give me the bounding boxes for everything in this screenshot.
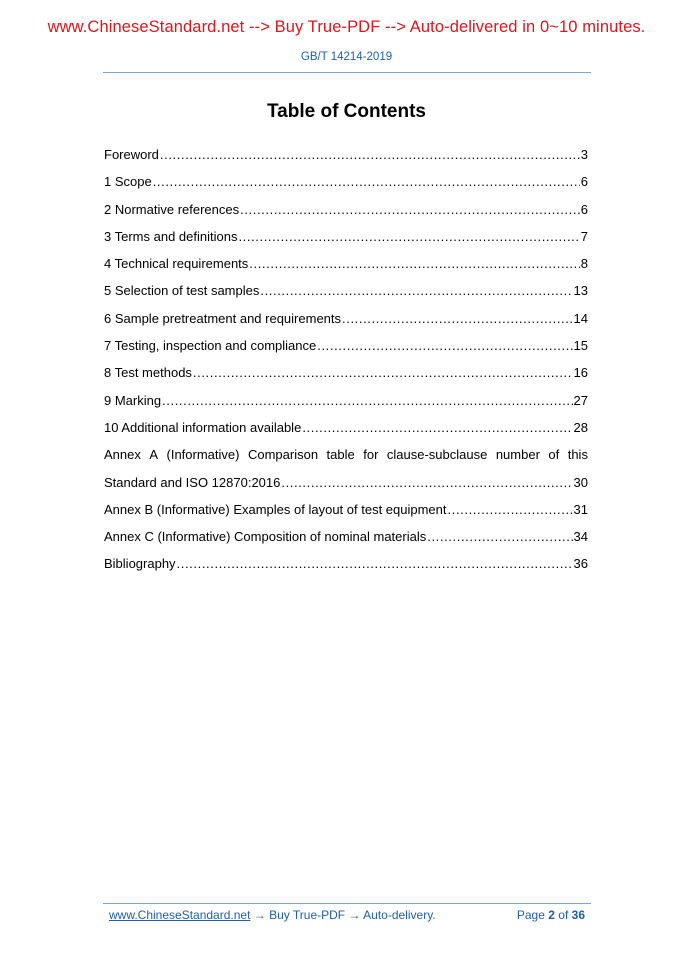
toc-word: table bbox=[326, 447, 355, 463]
toc-entry-title: Standard and ISO 12870:2016 bbox=[104, 474, 281, 490]
toc-entry-page: 16 bbox=[573, 365, 588, 381]
toc-leader-dots bbox=[240, 198, 580, 221]
promo-banner[interactable]: www.ChineseStandard.net --> Buy True-PDF --> Auto-delivered in 0~10 minutes. bbox=[47, 18, 646, 36]
arrow-right-icon: → bbox=[348, 908, 361, 922]
toc-entry-bibliography[interactable] bbox=[104, 552, 588, 579]
toc-leader-dots bbox=[153, 170, 580, 193]
toc-entry-title: 6 Sample pretreatment and requirements bbox=[104, 310, 342, 326]
toc-entry-testing-inspection-compliance[interactable] bbox=[104, 334, 588, 361]
toc-entry-title: Bibliography bbox=[104, 556, 176, 572]
toc-entry-annex-a-line1[interactable] bbox=[104, 443, 588, 470]
toc-word: Comparison bbox=[247, 447, 319, 463]
page-label: Page bbox=[516, 908, 545, 922]
toc-leader-dots bbox=[193, 361, 573, 384]
footer-divider bbox=[103, 903, 591, 904]
toc-entry-page: 13 bbox=[573, 283, 588, 299]
toc-leader-dots bbox=[427, 525, 572, 548]
toc-entry-annex-b[interactable] bbox=[104, 498, 588, 525]
toc-word: Annex bbox=[104, 447, 141, 463]
toc-entry-title: 1 Scope bbox=[104, 174, 152, 190]
toc-leader-dots bbox=[260, 279, 572, 302]
toc-entry-title: 5 Selection of test samples bbox=[104, 283, 260, 299]
toc-entry-foreword[interactable] bbox=[104, 143, 588, 170]
toc-entry-title: 9 Marking bbox=[104, 392, 162, 408]
toc-entry-additional-information[interactable] bbox=[104, 416, 588, 443]
table-of-contents bbox=[104, 143, 588, 580]
toc-word: of bbox=[548, 447, 560, 463]
toc-leader-dots bbox=[448, 498, 573, 521]
toc-entry-title: 3 Terms and definitions bbox=[104, 228, 238, 244]
toc-leader-dots bbox=[160, 143, 580, 166]
toc-entry-page: 34 bbox=[573, 529, 588, 545]
toc-leader-dots bbox=[162, 389, 572, 412]
toc-entry-sample-pretreatment[interactable] bbox=[104, 307, 588, 334]
toc-leader-dots bbox=[281, 471, 572, 494]
toc-leader-dots bbox=[249, 252, 579, 275]
toc-word: A bbox=[149, 447, 159, 463]
toc-entry-page: 31 bbox=[573, 501, 588, 517]
toc-entry-title: 7 Testing, inspection and compliance bbox=[104, 338, 317, 354]
toc-entry-page: 8 bbox=[580, 256, 588, 272]
page-current: 2 bbox=[548, 908, 555, 922]
toc-entry-page: 7 bbox=[580, 228, 588, 244]
toc-word: clause-subclause bbox=[386, 447, 488, 463]
toc-word: this bbox=[567, 447, 588, 463]
toc-entry-annex-c[interactable] bbox=[104, 525, 588, 552]
toc-entry-annex-a-line2[interactable] bbox=[104, 471, 588, 498]
toc-entry-page: 6 bbox=[580, 174, 588, 190]
toc-entry-selection-of-test-samples[interactable] bbox=[104, 279, 588, 306]
toc-entry-technical-requirements[interactable] bbox=[104, 252, 588, 279]
footer-buy-text: Buy True-PDF bbox=[269, 908, 346, 922]
toc-entry-title: Annex C (Informative) Composition of nominal materials bbox=[104, 529, 427, 545]
toc-entry-page: 3 bbox=[580, 147, 588, 162]
toc-leader-dots bbox=[238, 225, 579, 248]
toc-word: number bbox=[495, 447, 540, 463]
page-of: of bbox=[558, 908, 569, 922]
page-title: Table of Contents bbox=[266, 101, 427, 122]
toc-entry-test-methods[interactable] bbox=[104, 361, 588, 388]
footer-delivery-text: Auto-delivery. bbox=[363, 908, 436, 922]
page-footer bbox=[109, 908, 585, 922]
document-code: GB/T 14214-2019 bbox=[300, 51, 393, 63]
toc-entry-normative-references[interactable] bbox=[104, 198, 588, 225]
toc-leader-dots bbox=[302, 416, 572, 439]
toc-entry-page: 27 bbox=[573, 392, 588, 408]
page-total: 36 bbox=[571, 908, 585, 922]
toc-entry-title: 10 Additional information available bbox=[104, 419, 302, 435]
toc-leader-dots bbox=[177, 552, 573, 575]
toc-word: for bbox=[363, 447, 379, 463]
header-divider bbox=[103, 72, 591, 73]
toc-entry-terms-and-definitions[interactable] bbox=[104, 225, 588, 252]
page-number bbox=[517, 908, 585, 922]
toc-entry-page: 30 bbox=[573, 474, 588, 490]
toc-entry-title: Foreword bbox=[104, 147, 159, 162]
toc-entry-title: Annex B (Informative) Examples of layout of test equipment bbox=[104, 501, 447, 517]
toc-word: (Informative) bbox=[166, 447, 240, 463]
toc-leader-dots bbox=[342, 307, 573, 330]
arrow-right-icon: → bbox=[253, 908, 266, 922]
toc-entry-title: 2 Normative references bbox=[104, 201, 240, 217]
toc-entry-page: 36 bbox=[573, 556, 588, 572]
toc-entry-title: 8 Test methods bbox=[104, 365, 192, 381]
footer-site-link[interactable]: www.ChineseStandard.net bbox=[109, 908, 251, 922]
toc-entry-title: 4 Technical requirements bbox=[104, 256, 249, 272]
toc-entry-scope[interactable] bbox=[104, 170, 588, 197]
toc-entry-page: 14 bbox=[573, 310, 588, 326]
toc-entry-page: 28 bbox=[573, 419, 588, 435]
toc-leader-dots bbox=[317, 334, 572, 357]
toc-entry-page: 15 bbox=[573, 338, 588, 354]
toc-entry-page: 6 bbox=[580, 201, 588, 217]
toc-entry-marking[interactable] bbox=[104, 389, 588, 416]
